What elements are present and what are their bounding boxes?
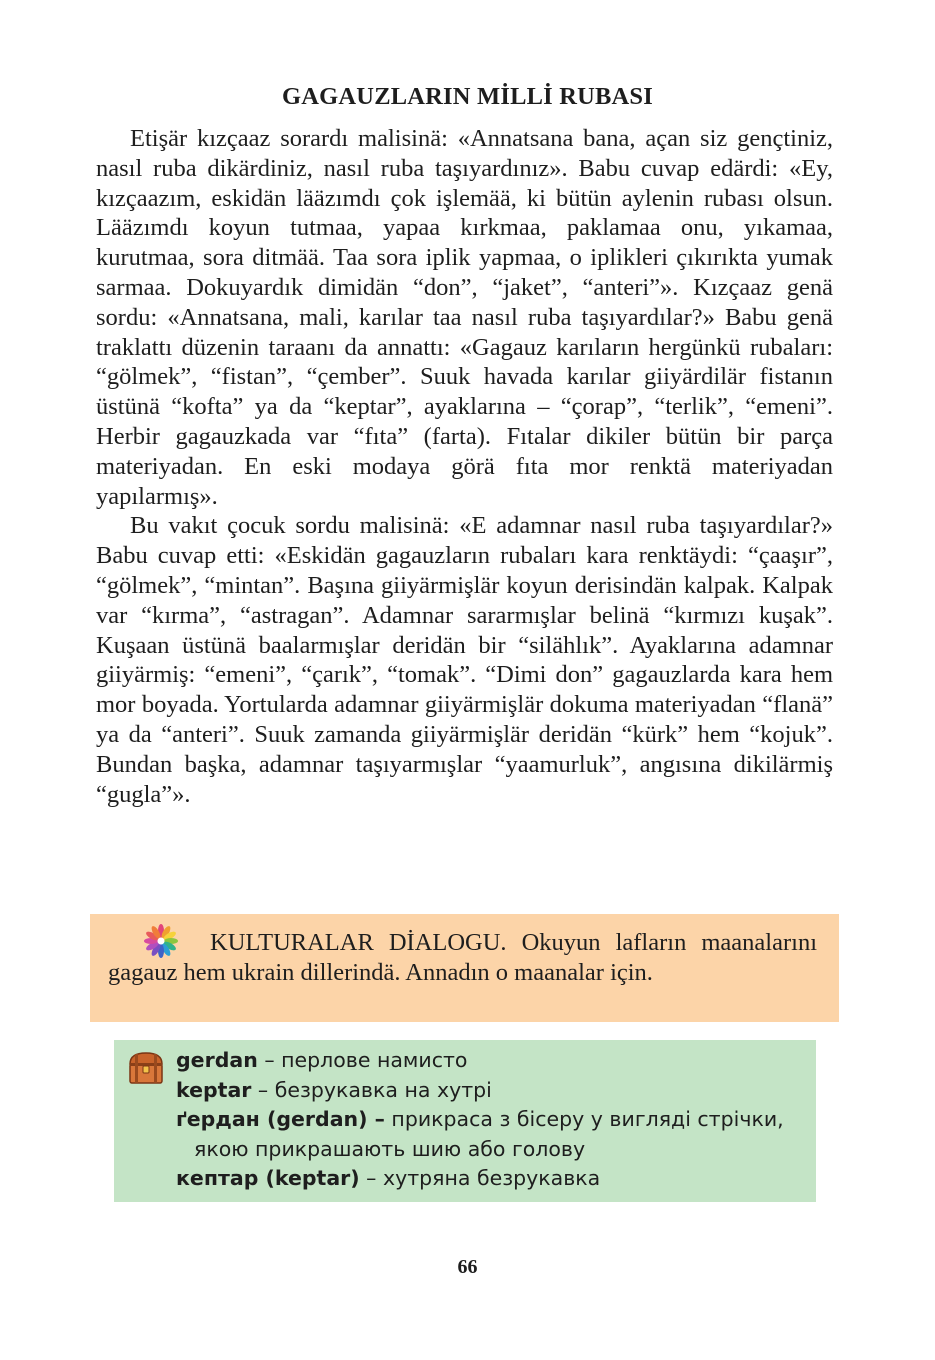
vocab-entry-keptar — [176, 1076, 806, 1106]
vocabulary-box — [114, 1040, 816, 1202]
page-number: 66 — [457, 1256, 478, 1278]
vocab-term: кептар (keptar) — [176, 1166, 360, 1191]
vocab-entry-gerdan-ukr-continued — [176, 1135, 806, 1165]
vocab-entry-gerdan-ukr — [176, 1105, 806, 1135]
vocab-term: ґердан (gerdan) – — [176, 1107, 385, 1132]
paragraph-2: Bu vakıt çocuk sordu malisinä: «E adamnar nasıl ruba taşıyardılar?» Babu cuvap etti: «Eskidän gagauzların rubaları kara renktäydi: “çaaşır”, “gölmek”, “mintan”. Başına giiyärmişlär koyun derisindän kalpak. Kalpak var “kırma”, “astragan”. Adamnar sararmışlar belinä “kırmızı kuşak”. Kuşaan üstünä baalarmışlar deridän bir “silählık”. Ayaklarına adamnar giiyärmiş: “emeni”, “çarık”, “tomak”. “Dimi don” gagauzlarda kara hem mor boyada. Yortularda adamnar giiyärmişlär dokuma materiyadan “flanä” ya da “anteri”. Suuk zamanda giiyärmişlär deridän “kürk” hem “kojuk”. Bundan başka, adamnar taşıyarmışlar “yaamurluk”, angısına dikilärmiş “gugla”». — [96, 512, 833, 808]
culture-dialogue-box — [90, 914, 839, 1022]
vocab-term: keptar — [176, 1077, 252, 1102]
vocab-term: gerdan — [176, 1048, 258, 1072]
vocab-definition: – безрукавка на хутрі — [251, 1077, 492, 1102]
vocab-entry-gerdan — [176, 1046, 806, 1076]
chest-icon — [126, 1050, 166, 1086]
page-title: GAGAUZLARIN MİLLİ RUBASI — [282, 83, 653, 110]
body-text — [96, 124, 833, 809]
vocab-definition: – перлове намисто — [257, 1048, 468, 1072]
culture-dialogue-paragraph — [108, 924, 817, 988]
culture-dialogue-text: KULTURALAR DİALOGU. Okuyun lafların maanalarını gagauz hem ukrain dillerindä. Annadın o maanalar için. — [108, 929, 817, 986]
vocab-definition: якою прикрашають шию або голову — [194, 1136, 586, 1161]
paragraph-1: Etişär kızçaaz sorardı malisinä: «Annatsana bana, açan siz gençtiniz, nasıl ruba dikärdiniz, nasıl ruba taşıyardınız». Babu cuvap edärdi: «Ey, kızçaazım, eskidän lääzımdı çok işlemää, ki bütün aylenin rubası olsun. Lääzımdı koyun tutmaa, yapaa kırkmaa, paklamaa onu, yıkamaa, kurutmaa, sora ditmää. Taa sora iplik yapmaa, o iplikleri çıkırıkta yumak sarmaa. Dokuyardık dimidän “don”, “jaket”, “anteri”». Kızçaaz genä sordu: «Annatsana, mali, karılar taa nasıl ruba taşıyardılar?» Babu genä traklattı düzenin taraanı da annattı: «Gagauz karıların hergünkü rubaları: “gölmek”, “fistan”, “çember”. Suuk havada karılar giiyärdilär fistanın üstünä “kofta” ya da “keptar”, ayaklarına – “çorap”, “terlik”, “emeni”. Herbir gagauzkada var “fıta” (farta). Fıtalar dikiler bütün bir parça materiyadan. En eski modaya görä fıta mor renktä materiyadan yapılarmış». — [96, 125, 833, 510]
vocab-definition: прикраса з бісеру у вигляді стрічки, — [384, 1107, 784, 1132]
flower-icon — [142, 924, 180, 958]
vocab-definition: – хутряна безрукавка — [359, 1166, 601, 1191]
vocab-entry-keptar-ukr — [176, 1164, 806, 1194]
